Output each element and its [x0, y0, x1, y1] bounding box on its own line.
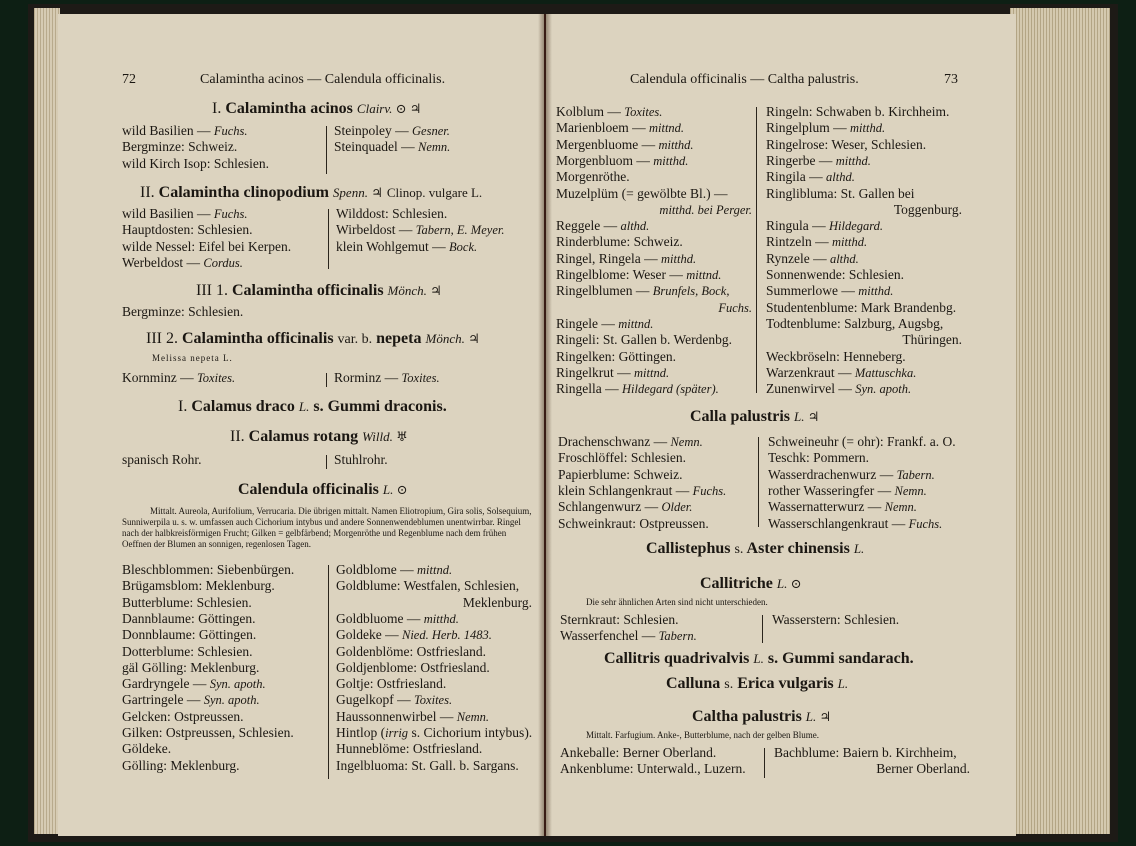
entry-line: Rynzele — althd. [766, 250, 859, 266]
entry-line: Goldblome — mittnd. [336, 562, 453, 577]
entry-line: Ankenblume: Unterwald., Luzern. [560, 761, 746, 777]
entry-line: Goldbluome — mitthd. [336, 610, 459, 626]
entry-line: Ankeballe: Berner Oberland. [560, 745, 717, 760]
entry-line: Teschk: Pommern. [768, 450, 870, 466]
entry-line: Goldenblöme: Ostfriesland. [336, 643, 486, 659]
entry-line: Reggele — althd. [556, 218, 650, 234]
entry-line: Meklenburg. [462, 594, 532, 610]
entry-line: Schweineuhr (= ohr): Frankf. a. O. [768, 434, 956, 449]
entry-line: Marienbloem — mittnd. [556, 120, 685, 136]
entry-line: Ringella — Hildegard (später). [556, 381, 719, 397]
entry-line: Kornminz — Toxites. [122, 370, 236, 385]
entry-line: Ringelken: Göttingen. [556, 348, 676, 364]
left-page [58, 14, 544, 836]
entry-line: Thüringen. [902, 332, 962, 348]
entry-line: Zunenwirvel — Syn. apoth. [766, 381, 912, 397]
entry-line: Ringelkrut — mittnd. [556, 364, 670, 380]
entry-line: Donnblaume: Göttingen. [122, 627, 257, 643]
entry-line: Ringelblumen — Brunfels, Bock, [556, 283, 730, 299]
column-rule [758, 437, 759, 527]
entry-line: klein Schlangenkraut — Fuchs. [558, 482, 727, 498]
entry-line: Gugelkopf — Toxites. [336, 692, 453, 708]
entry-line: Ringelplum — mitthd. [766, 120, 886, 136]
entry-heading: Callitris quadrivalvis L. s. Gummi sandarach. [604, 650, 914, 667]
entry-line: Wasserfenchel — Tabern. [560, 628, 697, 644]
entry-line: wild Basilien — Fuchs. [122, 206, 248, 221]
page-number-right: 73 [944, 72, 958, 87]
entry-line: Wirbeldost — Tabern, E. Meyer. [336, 222, 505, 238]
entry-line: Steinquadel — Nemn. [334, 139, 451, 155]
entry-line: Ringeln: Schwaben b. Kirchheim. [766, 104, 950, 119]
entry-line: wilde Nessel: Eifel bei Kerpen. [122, 238, 292, 254]
entry-line: Wilddost: Schlesien. [336, 206, 448, 221]
column-rule [326, 373, 327, 387]
entry-heading: III 1. Calamintha officinalis Mönch. ♃ [196, 282, 442, 299]
entry-line: Schlangenwurz — Older. [558, 499, 693, 515]
entry-line: Bergminze: Schlesien. [122, 304, 244, 319]
entry-line: Wasserdrachenwurz — Tabern. [768, 466, 935, 482]
column-rule [328, 565, 329, 779]
entry-heading: I. Calamintha acinos Clairv. ⊙ ♃ [212, 100, 422, 117]
entry-line: Werbeldost — Cordus. [122, 254, 243, 270]
entry-heading: II. Calamus rotang Willd. ♅ [230, 428, 408, 445]
entry-heading: III 2. Calamintha officinalis var. b. nepeta Mönch. ♃ [146, 330, 480, 347]
entry-heading: Caltha palustris L. ♃ [692, 708, 832, 725]
entry-note: Die sehr ähnlichen Arten sind nicht unterschieden. [586, 597, 768, 607]
entry-line: Ringila — althd. [766, 169, 855, 185]
entry-line: Sonnenwende: Schlesien. [766, 267, 904, 282]
entry-line: Mergenbluome — mitthd. [556, 136, 694, 152]
entry-line: Weckbröseln: Henneberg. [766, 348, 906, 364]
entry-line: Hunneblöme: Ostfriesland. [336, 741, 483, 757]
entry-line: Gardryngele — Syn. apoth. [122, 676, 266, 692]
entry-heading: II. Calamintha clinopodium Spenn. ♃ Clinop. vulgare L. [140, 184, 483, 201]
synonym-line: Melissa nepeta L. [152, 353, 233, 363]
entry-line: Warzenkraut — Mattuschka. [766, 364, 917, 380]
page-edges-right [1010, 8, 1110, 834]
entry-line: gäl Gölling: Meklenburg. [122, 659, 260, 675]
entry-heading: Calendula officinalis L. ⊙ [238, 481, 408, 498]
entry-line: Gelcken: Ostpreussen. [122, 708, 244, 724]
page-number-left: 72 [122, 72, 136, 87]
entry-line: Ringlibluma: St. Gallen bei [766, 185, 915, 201]
entry-line: Gilken: Ostpreussen, Schlesien. [122, 725, 294, 740]
entry-line: Drachenschwanz — Nemn. [558, 434, 703, 449]
right-page [546, 14, 1016, 836]
column-rule [326, 455, 327, 469]
entry-line: Bergminze: Schweiz. [122, 139, 238, 155]
entry-line: Dotterblume: Schlesien. [122, 643, 253, 659]
entry-line: mitthd. bei Perger. [659, 202, 752, 217]
entry-heading: I. Calamus draco L. s. Gummi draconis. [178, 398, 447, 415]
entry-heading: Calla palustris L. ♃ [690, 408, 820, 425]
entry-line: Papierblume: Schweiz. [558, 466, 683, 482]
entry-line: Butterblume: Schlesien. [122, 594, 252, 610]
entry-heading: Callitriche L. ⊙ [700, 575, 802, 592]
entry-line: Morgenröthe. [556, 169, 630, 185]
book-gutter [538, 14, 552, 836]
entry-line: Berner Oberland. [876, 761, 970, 777]
entry-line: Ringula — Hildegard. [766, 218, 884, 234]
entry-line: Sternkraut: Schlesien. [560, 612, 679, 627]
entry-line: Studentenblume: Mark Brandenbg. [766, 299, 957, 315]
entry-line: Summerlowe — mitthd. [766, 283, 894, 299]
entry-line: Ringelblome: Weser — mittnd. [556, 267, 722, 282]
entry-line: Ringelrose: Weser, Schlesien. [766, 136, 927, 152]
entry-line: Todtenblume: Salzburg, Augsbg, [766, 315, 944, 331]
entry-line: Rorminz — Toxites. [334, 370, 440, 385]
entry-note: Mittalt. Aureola, Aurifolium, Verrucaria. Die übrigen mittalt. Namen Eliotropium, Gira solis, Solsequium, Sunniwerpila u. s. w. umfassen auch Cichorium intybus und andere Sonnenwendeblumen unentwirrbar. Ringel nach der halbkreisförmigen Frucht; Gilken = gelbfärbend; Morgenröthe und Regenblume nach dem frühen Oeffnen der Blumen an sonnigen, regenlosen Tagen. [122, 506, 532, 549]
entry-line: Muzelplüm (= gewölbte Bl.) — [556, 185, 728, 201]
entry-line: Wasserstern: Schlesien. [772, 612, 900, 627]
running-head-left: Calamintha acinos — Calendula officinalis. [200, 72, 446, 87]
entry-line: Ringel, Ringela — mitthd. [556, 250, 697, 266]
entry-line: Wasserschlangenkraut — Fuchs. [768, 515, 943, 531]
running-head-right: Calendula officinalis — Caltha palustris. [630, 72, 859, 87]
entry-line: Rinderblume: Schweiz. [556, 234, 683, 250]
entry-line: wild Kirch Isop: Schlesien. [122, 155, 269, 171]
entry-line: Toggenburg. [893, 201, 962, 217]
entry-line: Bachblume: Baiern b. Kirchheim, [774, 745, 957, 760]
entry-line: Kolblum — Toxites. [556, 104, 663, 119]
entry-line: Steinpoley — Gesner. [334, 123, 450, 138]
entry-line: wild Basilien — Fuchs. [122, 123, 248, 138]
entry-line: Morgenbluom — mitthd. [556, 152, 689, 168]
column-rule [756, 107, 757, 393]
entry-line: Schweinkraut: Ostpreussen. [558, 515, 709, 531]
entry-line: Ringele — mittnd. [556, 315, 654, 331]
entry-line: Bleschblommen: Siebenbürgen. [122, 562, 295, 577]
entry-line: spanisch Rohr. [122, 452, 202, 467]
column-rule [326, 126, 327, 174]
entry-line: Ringeli: St. Gallen b. Werdenbg. [556, 332, 733, 348]
entry-line: Goldblume: Westfalen, Schlesien, [336, 578, 520, 594]
entry-line: Stuhlrohr. [334, 452, 388, 467]
entry-line: klein Wohlgemut — Bock. [336, 238, 478, 254]
entry-line: Goldeke — Nied. Herb. 1483. [336, 627, 492, 643]
entry-heading: Callistephus s. Aster chinensis L. [646, 540, 865, 557]
entry-line: Haussonnenwirbel — Nemn. [336, 708, 490, 724]
entry-line: Ringerbe — mitthd. [766, 152, 871, 168]
entry-line: Froschlöffel: Schlesien. [558, 450, 686, 466]
column-rule [764, 748, 765, 778]
entry-line: Wassernatterwurz — Nemn. [768, 499, 917, 515]
column-rule [328, 209, 329, 269]
entry-line: Rintzeln — mitthd. [766, 234, 868, 250]
entry-line: Goltje: Ostfriesland. [336, 676, 447, 692]
entry-line: Hauptdosten: Schlesien. [122, 222, 253, 238]
entry-line: Fuchs. [718, 300, 752, 315]
entry-line: Dannblaume: Göttingen. [122, 610, 256, 626]
entry-line: Brügamsblom: Meklenburg. [122, 578, 275, 594]
entry-line: rother Wasseringfer — Nemn. [768, 482, 927, 498]
entry-line: Göldeke. [122, 741, 172, 757]
column-rule [762, 615, 763, 643]
entry-line: Hintlop (irrig s. Cichorium intybus). [336, 725, 533, 740]
entry-line: Gölling: Meklenburg. [122, 757, 240, 773]
page-edges-left [34, 8, 60, 834]
entry-line: Ingelbluoma: St. Gall. b. Sargans. [336, 757, 519, 773]
entry-line: Goldjenblome: Ostfriesland. [336, 659, 490, 675]
entry-heading: Calluna s. Erica vulgaris L. [666, 675, 849, 692]
entry-line: Gartringele — Syn. apoth. [122, 692, 260, 708]
entry-note: Mittalt. Farfugium. Anke-, Butterblume, nach der gelben Blume. [586, 730, 819, 740]
